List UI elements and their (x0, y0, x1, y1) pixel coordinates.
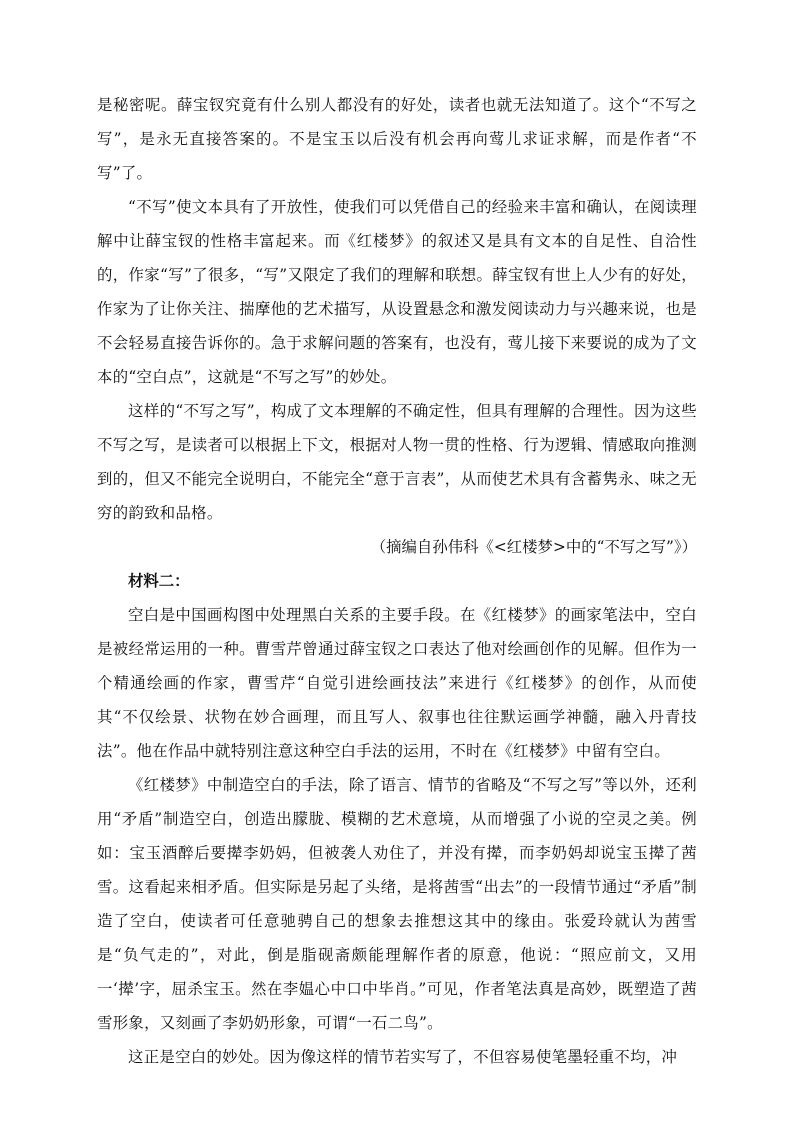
material-one-paragraph-2: “不写”使文本具有了开放性，使我们可以凭借自己的经验来丰富和确认，在阅读理解中让薛宝钗的性格丰富起来。而《红楼梦》的叙述又是具有文本的自足性、自洽性的，作家“写”了很多，“写”又限定了我们的理解和联想。薛宝钗有世上人少有的好处，作家为了让你关注、揣摩他的艺术描写，从设置悬念和激发阅读动力与兴趣来说，也是不会轻易直接告诉你的。急于求解问题的答案有，也没有，莺儿接下来要说的成为了文本的“空白点”，这就是“不写之写”的妙处。 (97, 198, 697, 386)
material-two-paragraph-3: 这正是空白的妙处。因为像这样的情节若实写了，不但容易使笔墨轻重不均，冲 (128, 1048, 678, 1066)
material-two-paragraph-2: 《红楼梦》中制造空白的手法，除了语言、情节的省略及“不写之写”等以外，还利用“矛盾”制造空白，创造出朦胧、模糊的艺术意境，从而增强了小说的空灵之美。例如：宝玉酒醉后要撵李奶妈，但被袭人劝住了，并没有撵，而李奶妈却说宝玉撵了茜雪。这看起来相矛盾。但实际是另起了头绪，是将茜雪“出去”的一段情节通过“矛盾”制造了空白，使读者可任意驰骋自己的想象去推想这其中的缘由。张爱玲就认为茜雪是“负气走的”，对此，倒是脂砚斋颇能理解作者的原意，他说：“照应前文，又用一‘撵’字，屈杀宝玉。然在李媪心中口中毕肖。”可见，作者笔法真是高妙，既塑造了茜雪形象，又刻画了李奶奶形象，可谓“一石二鸟”。 (97, 776, 697, 1032)
material-two-heading: 材料二： (128, 572, 190, 590)
material-one-source-citation: （摘编自孙伟科《<红楼梦>中的“不写之写”》） (370, 538, 697, 556)
material-one-paragraph-3: 这样的“不写之写”，构成了文本理解的不确定性，但具有理解的合理性。因为这些不写之写，是读者可以根据上下文，根据对人物一贯的性格、行为逻辑、情感取向推测到的，但又不能完全说明白，不能完全“意于言表”，从而使艺术具有含蓄隽永、味之无穷的韵致和品格。 (97, 402, 697, 522)
article-body (97, 88, 697, 1074)
material-two-paragraph-1: 空白是中国画构图中处理黑白关系的主要手段。在《红楼梦》的画家笔法中，空白是被经常运用的一种。曹雪芹曾通过薛宝钗之口表达了他对绘画创作的见解。但作为一个精通绘画的作家，曹雪芹“自觉引进绘画技法”来进行《红楼梦》的创作，从而使其“不仅绘景、状物在妙合画理，而且写人、叙事也往往默运画学神髓，融入丹青技法”。他在作品中就特别注意这种空白手法的运用，不时在《红楼梦》中留有空白。 (97, 606, 697, 760)
material-one-paragraph-1: 是秘密呢。薛宝钗究竟有什么别人都没有的好处，读者也就无法知道了。这个“不写之写”，是永无直接答案的。不是宝玉以后没有机会再向莺儿求证求解，而是作者“不写”了。 (97, 96, 697, 182)
